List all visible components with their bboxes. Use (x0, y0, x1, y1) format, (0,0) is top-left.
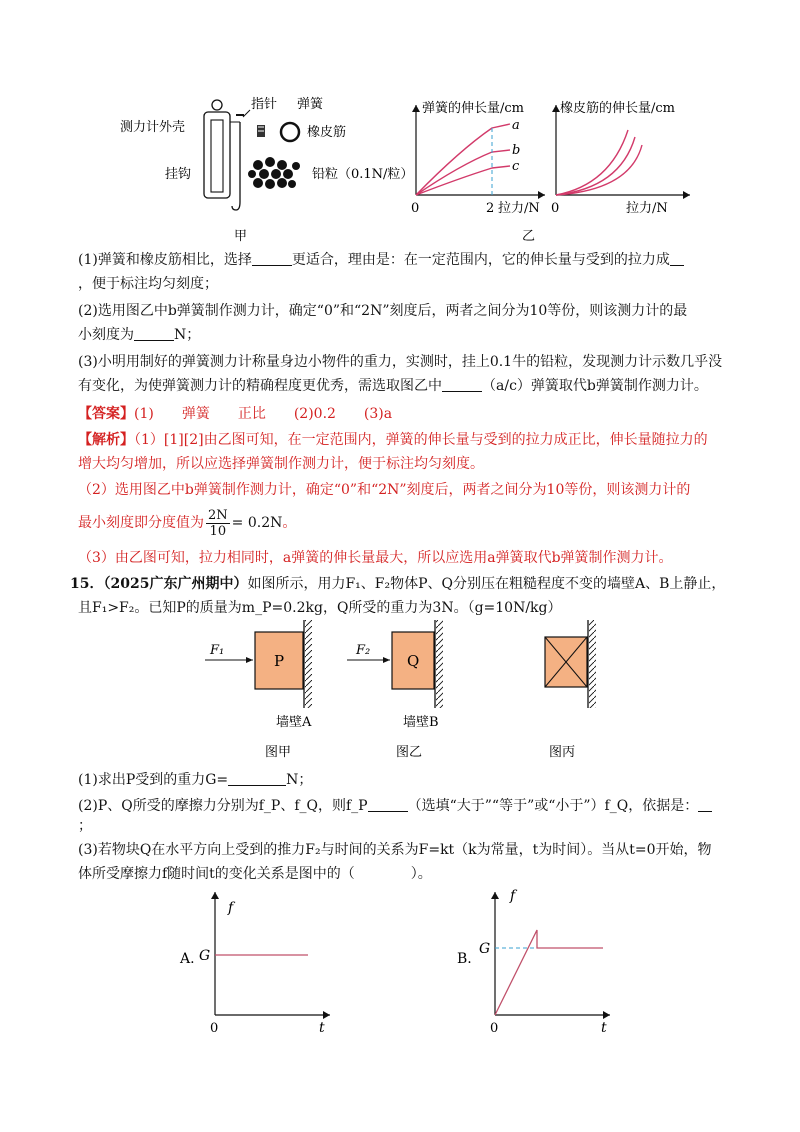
option-b-origin: 0 (490, 1021, 499, 1036)
curve-c-label: c (512, 159, 520, 174)
q14-line3: (3)小明用制好的弹簧测力计称量身边小物件的重力，实测时，挂上0.1牛的铅粒，发现测力计示数几乎没 (78, 354, 723, 370)
pointer-label: 指针 (251, 97, 278, 112)
pellet-label: 铅粒（0.1N/粒） (312, 167, 414, 182)
q15-stem1: 15．（2025广东广州期中）如图所示，用力F₁、F₂物体P、Q分别压在粗糙程度不变的墙壁A、B上静止， (70, 576, 726, 592)
answer-line (78, 402, 728, 426)
analysis-line3: （3）由乙图可知，拉力相同时，a弹簧的伸长量最大，所以应选用a弹簧取代b弹簧制作测力计。 (78, 550, 673, 566)
blank-5[interactable] (228, 771, 286, 786)
left-origin: 0 (411, 201, 420, 216)
analysis-line2: （2）选用图乙中b弹簧制作测力计，确定“0”和“2N”刻度后，两者之间分为10等份，则该测力计的 (78, 482, 691, 498)
wall-a-label: 墙壁A (276, 715, 312, 730)
q15-sub3a: (3)若物块Q在水平方向上受到的推力F₂与时间的关系为F=kt（k为常量，t为时间）。当从t=0开始，物 (78, 842, 712, 858)
option-b-label: B. (457, 951, 472, 967)
option-graphs (0, 880, 800, 1040)
q14-line3b: 有变化，为使弹簧测力计的精确程度更优秀，需选取图乙中 （a/c）弹簧取代b弹簧制作测力计。 (78, 378, 708, 394)
curve-b-label: b (512, 143, 521, 158)
blank-6[interactable] (368, 797, 408, 812)
spring-extension-graph (411, 100, 545, 216)
left-xlabel: 拉力/N (498, 201, 540, 216)
option-a-graph[interactable] (179, 892, 330, 1036)
option-b-graph[interactable] (457, 888, 610, 1036)
option-b-ylabel: f (510, 888, 516, 904)
spring-scale-diagram (120, 96, 413, 244)
f1-label: F₁ (210, 643, 225, 658)
option-a-g: G (199, 948, 211, 964)
hook-label: 挂钩 (165, 167, 192, 182)
blank-4[interactable] (442, 377, 482, 392)
q14-line1c: ，便于标注均匀刻度； (78, 276, 218, 292)
q14-line2b: 小刻度为 N； (78, 327, 201, 343)
curve-a-label: a (512, 118, 520, 133)
q14-line2: (2)选用图乙中b弹簧制作测力计，确定“0”和“2N”刻度后，两者之间分为10等份，则该测力计的最 (78, 303, 688, 319)
rubber-extension-graph (551, 100, 690, 216)
blank-7[interactable] (698, 797, 712, 812)
option-a-xlabel: t (319, 1020, 325, 1036)
shell-label: 测力计外壳 (120, 120, 186, 135)
option-a-ylabel: f (228, 900, 234, 916)
option-b-xlabel: t (601, 1020, 607, 1036)
right-ylabel: 橡皮筋的伸长量/cm (560, 101, 675, 116)
caption-jia: 甲 (234, 229, 248, 244)
block-q-label: Q (407, 652, 420, 670)
figure-jia (205, 620, 312, 760)
option-b-g: G (479, 941, 491, 957)
blank-1[interactable] (252, 251, 292, 266)
block-p-label: P (274, 652, 285, 670)
blank-3[interactable] (134, 326, 174, 341)
left-tick-2: 2 (486, 201, 495, 216)
analysis-line1: 【解析】（1）[1][2]由乙图可知，在一定范围内，弹簧的伸长量与受到的拉力成正比，伸长量随拉力的 (78, 432, 708, 448)
figure-bing (545, 620, 596, 760)
caption-yi: 乙 (522, 229, 536, 244)
caption-fig-bing: 图丙 (549, 745, 576, 760)
q15-sub2c: ； (78, 818, 92, 834)
q15-stem2: 且F₁>F₂。已知P的质量为m_P=0.2kg，Q所受的重力为3N。（g=10N/kg） (78, 600, 562, 616)
answer-tag: 【答案】 (78, 406, 134, 422)
q14-line1: (1)弹簧和橡皮筋相比，选择 更适合，理由是：在一定范围内，它的伸长量与受到的拉力成 (78, 248, 728, 272)
spring-label: 弹簧 (297, 97, 324, 112)
figure-top (0, 0, 800, 250)
blank-2[interactable] (670, 251, 684, 266)
right-origin: 0 (551, 201, 560, 216)
rubber-label: 橡皮筋 (307, 125, 347, 140)
wall-b-label: 墙壁B (403, 715, 439, 730)
answer-body: (1) 弹簧 正比 (2)0.2 (3)a (134, 406, 393, 422)
fraction: $\frac{2N}{10}$ (208, 507, 228, 539)
q15-sub3b: 体所受摩擦力f随时间t的变化关系是图中的（ ）。 (78, 866, 432, 882)
caption-fig-yi: 图乙 (396, 745, 423, 760)
q15-sub2: (2)P、Q所受的摩擦力分别为f_P、f_Q，则f_P （选填“大于”“等于”或“小于”）f_Q，依据是： (78, 794, 728, 818)
f2-label: F₂ (356, 643, 371, 658)
caption-fig-jia: 图甲 (265, 745, 292, 760)
option-a-origin: 0 (210, 1021, 219, 1036)
q15-sub1: (1)求出P受到的重力G= N； (78, 772, 313, 788)
left-ylabel: 弹簧的伸长量/cm (422, 101, 524, 116)
figure-yi (347, 620, 443, 760)
option-a-label: A. (180, 951, 195, 967)
wall-figure (0, 620, 800, 765)
analysis-line1b: 增大均匀增加，所以应选择弹簧制作测力计，便于标注均匀刻度。 (78, 456, 484, 472)
right-xlabel: 拉力/N (626, 201, 668, 216)
analysis-line2b: 最小刻度即分度值为 $\frac{2N}{10}$ = 0.2N。 (78, 507, 297, 539)
